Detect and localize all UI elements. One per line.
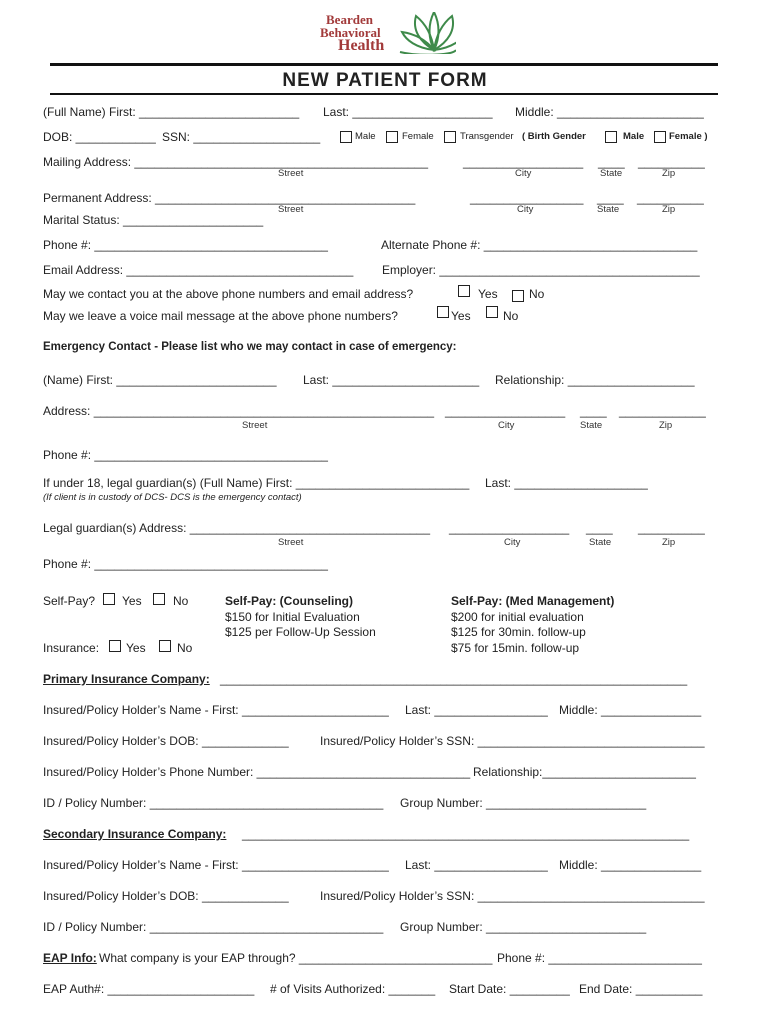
insurance-yes-label: Yes — [126, 641, 146, 655]
female-checkbox[interactable] — [386, 131, 398, 143]
insurance-no-checkbox[interactable] — [159, 640, 171, 652]
ec-phone-field[interactable]: Phone #: ___________________________________ — [43, 448, 328, 462]
voicemail-no-label: No — [503, 309, 519, 323]
dob-field[interactable]: DOB: ____________ — [43, 130, 156, 144]
birth-female-checkbox[interactable] — [654, 131, 666, 143]
mailing-state-caption: State — [600, 168, 623, 179]
secondary-holder-middle-field[interactable]: Middle: _______________ — [559, 858, 702, 872]
ec-state-caption: State — [580, 420, 603, 431]
contact-question: May we contact you at the above phone numbers and email address? — [43, 287, 414, 301]
selfpay-yes-label: Yes — [122, 594, 142, 608]
ec-city-caption: City — [498, 420, 515, 431]
male-checkbox[interactable] — [340, 131, 352, 143]
primary-insurance-field[interactable]: ______________________________________________________________________ — [220, 672, 688, 686]
ec-city-field[interactable]: __________________ — [445, 404, 566, 418]
guardian-state-field[interactable]: ____ — [586, 521, 613, 535]
insurance-no-label: No — [177, 641, 193, 655]
emergency-header: Emergency Contact - Please list who we may contact in case of emergency: — [43, 341, 457, 353]
guardian-state-caption: State — [589, 537, 612, 548]
primary-holder-last-field[interactable]: Last: _________________ — [405, 703, 548, 717]
permanent-zip-field[interactable]: __________ — [637, 191, 704, 205]
contact-no-label: No — [529, 287, 545, 301]
primary-policy-number-field[interactable]: ID / Policy Number: ___________________________________ — [43, 796, 384, 810]
eap-end-date-field[interactable]: End Date: __________ — [579, 982, 703, 996]
page-title: NEW PATIENT FORM — [282, 70, 488, 91]
guardian-last-field[interactable]: Last: ____________________ — [485, 476, 648, 490]
primary-group-number-field[interactable]: Group Number: ________________________ — [400, 796, 647, 810]
birth-male-checkbox[interactable] — [605, 131, 617, 143]
contact-yes-label: Yes — [478, 287, 498, 301]
counseling-line-2: $125 per Follow-Up Session — [225, 625, 376, 639]
guardian-address-field[interactable]: Legal guardian(s) Address: ____________________________________ — [43, 521, 431, 535]
secondary-insurance-header: Secondary Insurance Company: — [43, 827, 227, 841]
name-last-field[interactable]: Last: _____________________ — [323, 105, 493, 119]
mailing-state-field[interactable]: ____ — [598, 155, 625, 169]
ec-relationship-field[interactable]: Relationship: ___________________ — [495, 373, 695, 387]
secondary-holder-dob-field[interactable]: Insured/Policy Holder’s DOB: _____________ — [43, 889, 289, 903]
ec-address-field[interactable]: Address: ___________________________________________________ — [43, 404, 435, 418]
mailing-street-caption: Street — [278, 168, 304, 179]
selfpay-no-checkbox[interactable] — [153, 593, 165, 605]
secondary-insurance-field[interactable]: ___________________________________________________________________ — [242, 827, 690, 841]
primary-holder-middle-field[interactable]: Middle: _______________ — [559, 703, 702, 717]
name-middle-field[interactable]: Middle: ______________________ — [515, 105, 704, 119]
male-label: Male — [355, 131, 376, 142]
transgender-checkbox[interactable] — [444, 131, 456, 143]
counseling-line-1: $150 for Initial Evaluation — [225, 610, 360, 624]
mailing-city-field[interactable]: __________________ — [463, 155, 584, 169]
contact-no-checkbox[interactable] — [512, 290, 524, 302]
guardian-note: (If client is in custody of DCS- DCS is the emergency contact) — [43, 492, 302, 503]
permanent-zip-caption: Zip — [662, 204, 676, 215]
medmgmt-title: Self-Pay: (Med Management) — [451, 594, 615, 608]
mailing-zip-caption: Zip — [662, 168, 676, 179]
title-rule-top — [50, 63, 718, 66]
guardian-zip-caption: Zip — [662, 537, 676, 548]
eap-start-date-field[interactable]: Start Date: _________ — [449, 982, 570, 996]
logo-line-2: Behavioral — [320, 25, 381, 40]
title-rule-bottom — [50, 93, 718, 95]
counseling-title: Self-Pay: (Counseling) — [225, 594, 354, 608]
permanent-street-caption: Street — [278, 204, 304, 215]
selfpay-yes-checkbox[interactable] — [103, 593, 115, 605]
primary-holder-phone-field[interactable]: Insured/Policy Holder’s Phone Number: ________________________________ — [43, 765, 471, 779]
phone-field[interactable]: Phone #: ___________________________________ — [43, 238, 328, 252]
female-label: Female — [402, 131, 434, 142]
primary-holder-ssn-field[interactable]: Insured/Policy Holder’s SSN: __________________________________ — [320, 734, 705, 748]
guardian-city-caption: City — [504, 537, 521, 548]
mailing-city-caption: City — [515, 168, 532, 179]
birth-gender-label: ( Birth Gender — [522, 131, 586, 142]
ec-state-field[interactable]: ____ — [580, 404, 607, 418]
ec-street-caption: Street — [242, 420, 268, 431]
voicemail-yes-label: Yes — [451, 309, 471, 323]
permanent-state-caption: State — [597, 204, 620, 215]
bearden-logo — [316, 12, 456, 54]
guardian-city-field[interactable]: __________________ — [449, 521, 570, 535]
permanent-state-field[interactable]: ____ — [597, 191, 624, 205]
insurance-label: Insurance: — [43, 641, 100, 655]
guardian-first-field[interactable]: If under 18, legal guardian(s) (Full Name) First: __________________________ — [43, 476, 470, 490]
alternate-phone-field[interactable]: Alternate Phone #: ________________________________ — [381, 238, 698, 252]
birth-female-label: Female ) — [669, 131, 708, 142]
primary-relationship-field[interactable]: Relationship:_______________________ — [473, 765, 696, 779]
ssn-field[interactable]: SSN: ___________________ — [162, 130, 321, 144]
medmgmt-line-1: $200 for initial evaluation — [451, 610, 584, 624]
insurance-yes-checkbox[interactable] — [109, 640, 121, 652]
selfpay-no-label: No — [173, 594, 189, 608]
permanent-address-field[interactable]: Permanent Address: _______________________________________ — [43, 191, 416, 205]
eap-info-label: EAP Info: — [43, 951, 97, 965]
ec-last-field[interactable]: Last: ______________________ — [303, 373, 480, 387]
name-first-field[interactable]: (Full Name) First: ________________________ — [43, 105, 300, 119]
eap-company-field[interactable]: What company is your EAP through? _____________________________ — [99, 951, 493, 965]
email-field[interactable]: Email Address: __________________________________ — [43, 263, 354, 277]
permanent-city-field[interactable]: _________________ — [470, 191, 584, 205]
voicemail-no-checkbox[interactable] — [486, 306, 498, 318]
selfpay-label: Self-Pay? — [43, 594, 96, 608]
permanent-city-caption: City — [517, 204, 534, 215]
secondary-holder-last-field[interactable]: Last: _________________ — [405, 858, 548, 872]
eap-phone-field[interactable]: Phone #: _______________________ — [497, 951, 702, 965]
contact-yes-checkbox[interactable] — [458, 285, 470, 297]
eap-visits-field[interactable]: # of Visits Authorized: _______ — [270, 982, 436, 996]
secondary-holder-ssn-field[interactable]: Insured/Policy Holder’s SSN: __________________________________ — [320, 889, 705, 903]
medmgmt-line-3: $75 for 15min. follow-up — [451, 641, 580, 655]
employer-field[interactable]: Employer: _______________________________________ — [382, 263, 700, 277]
eap-auth-field[interactable]: EAP Auth#: ______________________ — [43, 982, 255, 996]
guardian-street-caption: Street — [278, 537, 304, 548]
primary-holder-dob-field[interactable]: Insured/Policy Holder’s DOB: _____________ — [43, 734, 289, 748]
secondary-holder-first-field[interactable]: Insured/Policy Holder’s Name - First: ______________________ — [43, 858, 389, 872]
logo-line-3: Health — [338, 37, 385, 54]
transgender-label: Transgender — [460, 131, 514, 142]
voicemail-question: May we leave a voice mail message at the above phone numbers? — [43, 309, 398, 323]
logo-line-1: Bearden — [326, 12, 373, 27]
primary-insurance-header: Primary Insurance Company: — [43, 672, 210, 686]
ec-zip-field[interactable]: _____________ — [619, 404, 706, 418]
primary-holder-first-field[interactable]: Insured/Policy Holder’s Name - First: ______________________ — [43, 703, 389, 717]
ec-first-field[interactable]: (Name) First: ________________________ — [43, 373, 277, 387]
secondary-policy-number-field[interactable]: ID / Policy Number: ___________________________________ — [43, 920, 384, 934]
voicemail-yes-checkbox[interactable] — [437, 306, 449, 318]
mailing-address-field[interactable]: Mailing Address: ____________________________________________ — [43, 155, 429, 169]
secondary-group-number-field[interactable]: Group Number: ________________________ — [400, 920, 647, 934]
medmgmt-line-2: $125 for 30min. follow-up — [451, 625, 586, 639]
birth-male-label: Male — [623, 131, 645, 142]
ec-zip-caption: Zip — [659, 420, 673, 431]
mailing-zip-field[interactable]: __________ — [638, 155, 705, 169]
marital-status-field[interactable]: Marital Status: _____________________ — [43, 213, 264, 227]
guardian-phone-field[interactable]: Phone #: ___________________________________ — [43, 557, 328, 571]
guardian-zip-field[interactable]: __________ — [638, 521, 705, 535]
